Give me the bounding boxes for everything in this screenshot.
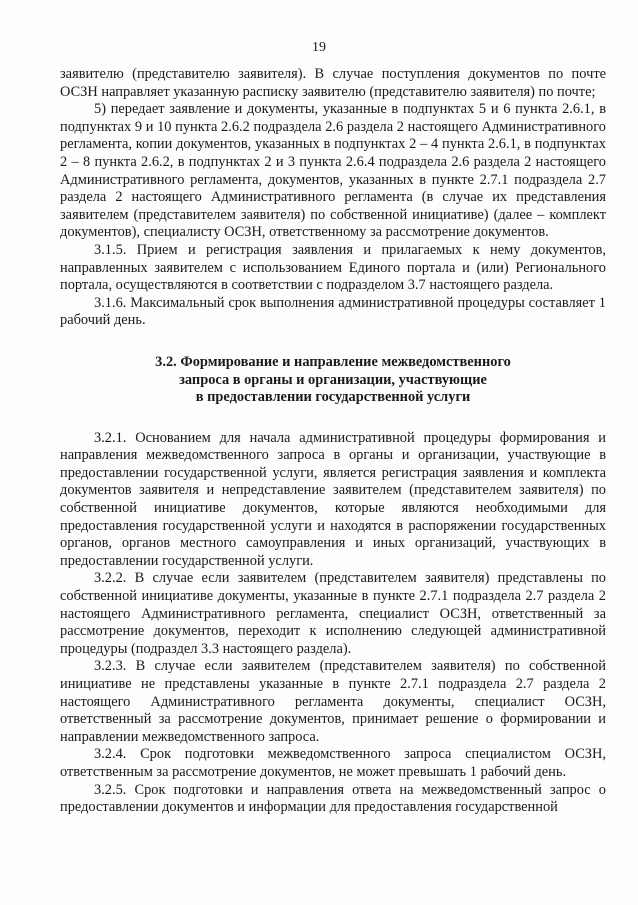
section-heading-line: 3.2. Формирование и направление межведомственного [155, 353, 511, 370]
paragraph-3-2-3: 3.2.3. В случае если заявителем (представителем заявителя) по собственной инициативе не представлены указанные в пункте 2.7.1 подраздела 2.7 раздела 2 настоящего Административного регламента документы, специалист ОСЗН, ответственный за рассмотрение документов, принимает решение о формировании и направлении межведомственного запроса. [60, 658, 606, 745]
paragraph-item-5: 5) передает заявление и документы, указанные в подпунктах 5 и 6 пункта 2.6.1, в подпунктах 9 и 10 пункта 2.6.2 подраздела 2.6 раздела 2 настоящего Административного регламента, копии документов, указанных в подпунктах 2 – 4 пункта 2.6.1, в подпунктах 2 – 8 пункта 2.6.2, в подпунктах 2 и 3 пункта 2.6.4 подраздела 2.6 раздела 2 настоящего Административного регламента, документов, указанных в пункте 2.7.1 подраздела 2.7 раздела 2 настоящего Административного регламента (в случае их представления заявителем (представителем заявителя) по собственной инициативе) (далее – комплект документов), специалисту ОСЗН, ответственному за рассмотрение документов. [60, 101, 606, 241]
document-body [60, 66, 606, 817]
paragraph-3-1-6: 3.1.6. Максимальный срок выполнения административной процедуры составляет 1 рабочий день. [60, 294, 606, 329]
section-heading-line: запроса в органы и организации, участвующие [179, 371, 487, 388]
paragraph-3-2-5: 3.2.5. Срок подготовки и направления ответа на межведомственный запрос о предоставлении документов и информации для предоставления государственной [60, 781, 606, 816]
paragraph-continuation: заявителю (представителю заявителя). В случае поступления документов по почте ОСЗН направляет указанную расписку заявителю (представителю заявителя) по почте; [60, 66, 606, 100]
paragraph-3-2-4: 3.2.4. Срок подготовки межведомственного запроса специалистом ОСЗН, ответственным за рассмотрение документов, не может превышать 1 рабочий день. [60, 746, 606, 780]
page-number: 19 [312, 40, 326, 55]
paragraph-3-2-1: 3.2.1. Основанием для начала административной процедуры формирования и направления межведомственного запроса в органы и организации, участвующие в предоставлении государственной услуги, является регистрация заявления и комплекта документов заявителя и непредставление заявителем (представителем заявителя) по собственной инициативе документов, которые являются необходимыми для предоставления государственной услуги и находятся в распоряжении государственных органов, органов местного самоуправления и иных организаций, участвующих в предоставлении государственной услуги. [60, 429, 606, 569]
paragraph-3-2-2: 3.2.2. В случае если заявителем (представителем заявителя) представлены по собственной инициативе документы, указанные в пункте 2.7.1 подраздела 2.7 раздела 2 настоящего Административного регламента, специалист ОСЗН, ответственный за рассмотрение документов, переходит к исполнению следующей административной процедуры (подраздел 3.3 настоящего раздела). [60, 570, 606, 657]
paragraph-3-1-5: 3.1.5. Прием и регистрация заявления и прилагаемых к нему документов, направленных заявителем с использованием Единого портала и (или) Регионального портала, осуществляются в соответствии с подразделом 3.7 настоящего раздела. [60, 241, 606, 294]
section-heading-3-2 [60, 354, 606, 407]
section-heading-line: в предоставлении государственной услуги [195, 389, 471, 406]
